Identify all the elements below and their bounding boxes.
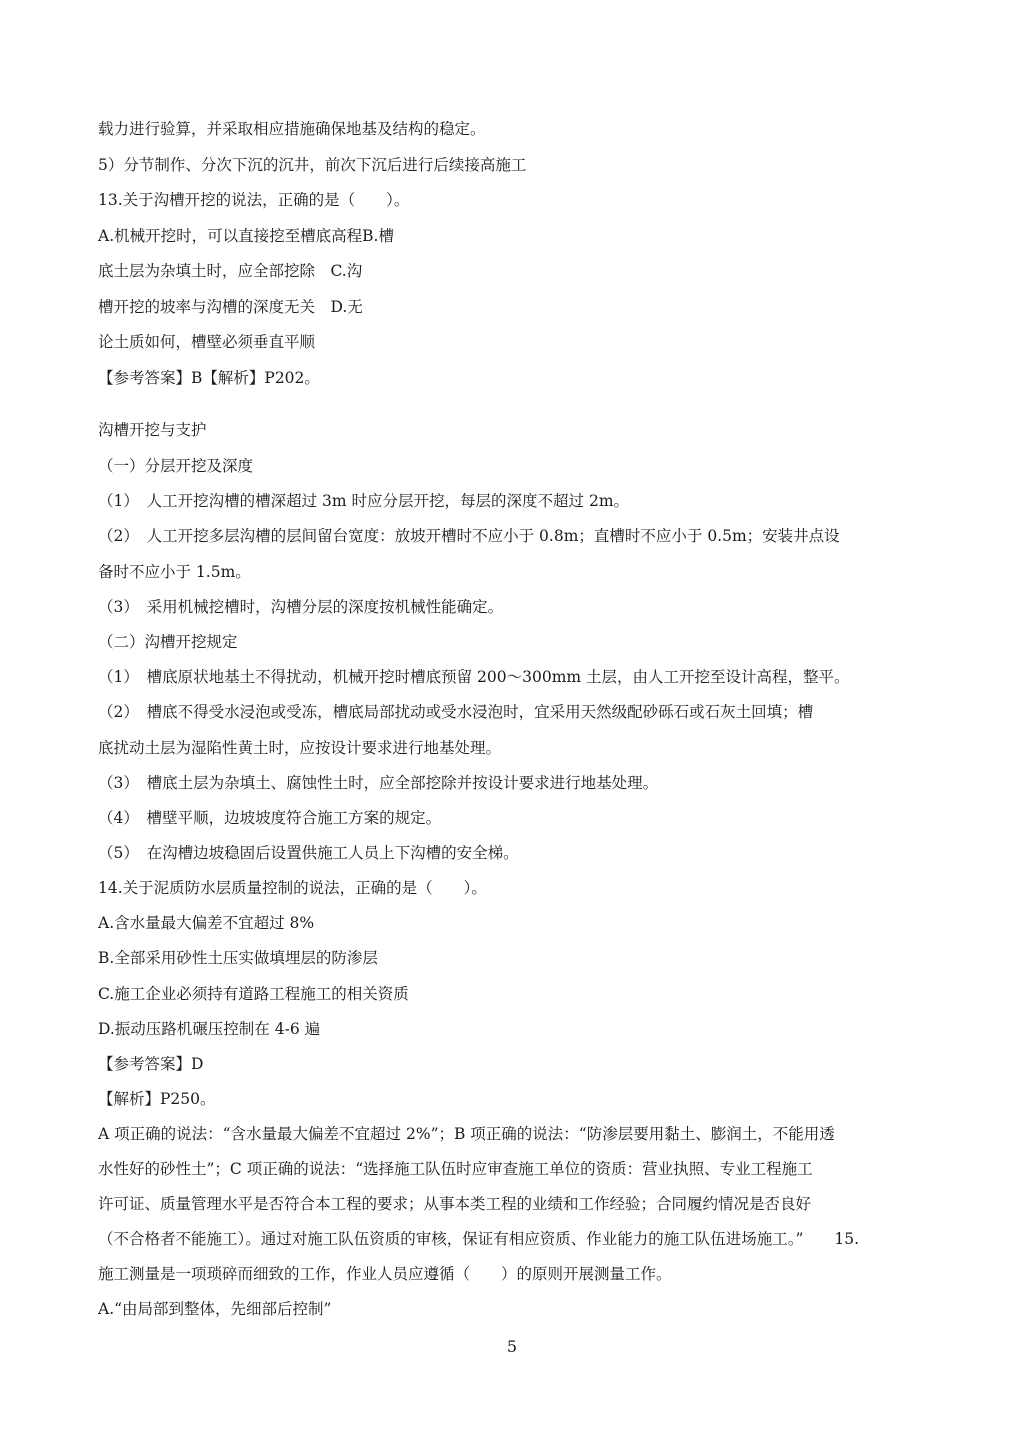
text-line: （5） 在沟槽边坡稳固后设置供施工人员上下沟槽的安全梯。	[98, 844, 519, 862]
text-line: （1） 人工开挖沟槽的槽深超过 3m 时应分层开挖，每层的深度不超过 2m。	[98, 492, 630, 510]
option-line: D.振动压路机碾压控制在 4-6 遍	[98, 1020, 321, 1038]
text-line: 5）分节制作、分次下沉的沉井，前次下沉后进行后续接高施工	[98, 156, 527, 174]
text-line: 底扰动土层为湿陷性黄土时，应按设计要求进行地基处理。	[98, 739, 502, 757]
option-line: A.含水量最大偏差不宜超过 8%	[98, 914, 315, 932]
option-line: A.机械开挖时，可以直接挖至槽底高程B.槽	[98, 227, 394, 245]
question-15: 施工测量是一项琐碎而细致的工作，作业人员应遵循（ ）的原则开展测量工作。	[98, 1265, 672, 1283]
text-line: A 项正确的说法：“含水量最大偏差不宜超过 2%”；B 项正确的说法：“防渗层要用黏土、膨润土，不能用透	[98, 1125, 835, 1143]
text-line: 载力进行验算，并采取相应措施确保地基及结构的稳定。	[98, 120, 486, 138]
text-line: （3） 采用机械挖槽时，沟槽分层的深度按机械性能确定。	[98, 598, 504, 616]
answer-line: 【参考答案】B【解析】P202。	[98, 369, 320, 387]
option-line: C.施工企业必须持有道路工程施工的相关资质	[98, 985, 409, 1003]
text-line: 水性好的砂性土”；C 项正确的说法：“选择施工队伍时应审查施工单位的资质：营业执照、专业工程施工	[98, 1160, 813, 1178]
text-line: （不合格者不能施工）。通过对施工队伍资质的审核，保证有相应资质、作业能力的施工队伍进场施工。” 15.	[98, 1230, 860, 1248]
text-line: （1） 槽底原状地基土不得扰动，机械开挖时槽底预留 200～300mm 土层，由人工开挖至设计高程，整平。	[98, 668, 850, 686]
text-line: （4） 槽壁平顺，边坡坡度符合施工方案的规定。	[98, 809, 442, 827]
option-line: 论土质如何，槽壁必须垂直平顺	[98, 333, 316, 351]
text-line: 许可证、质量管理水平是否符合本工程的要求；从事本类工程的业绩和工作经验；合同履约情况是否良好	[98, 1195, 812, 1213]
option-line: A.“由局部到整体，先细部后控制”	[98, 1300, 332, 1318]
section-heading: 沟槽开挖与支护	[98, 421, 207, 439]
option-line: 底土层为杂填土时，应全部挖除 C.沟	[98, 262, 363, 280]
analysis-line: 【解析】P250。	[98, 1090, 216, 1108]
question-13: 13.关于沟槽开挖的说法，正确的是（ ）。	[98, 191, 410, 209]
answer-line: 【参考答案】D	[98, 1055, 204, 1073]
text-line: （2） 槽底不得受水浸泡或受冻，槽底局部扰动或受水浸泡时，宜采用天然级配砂砾石或石灰土回填；槽	[98, 703, 814, 721]
question-14: 14.关于泥质防水层质量控制的说法，正确的是（ ）。	[98, 879, 487, 897]
page-number: 5	[506, 1337, 518, 1356]
option-line: 槽开挖的坡率与沟槽的深度无关 D.无	[98, 298, 363, 316]
subsection-heading: （二）沟槽开挖规定	[98, 633, 238, 651]
text-line: 备时不应小于 1.5m。	[98, 563, 251, 581]
text-line: （2） 人工开挖多层沟槽的层间留台宽度：放坡开槽时不应小于 0.8m；直槽时不应小于 0.5m；安装井点设	[98, 527, 840, 545]
text-line: （3） 槽底土层为杂填土、腐蚀性土时，应全部挖除并按设计要求进行地基处理。	[98, 774, 659, 792]
option-line: B.全部采用砂性土压实做填埋层的防渗层	[98, 949, 378, 967]
subsection-heading: （一）分层开挖及深度	[98, 457, 254, 475]
